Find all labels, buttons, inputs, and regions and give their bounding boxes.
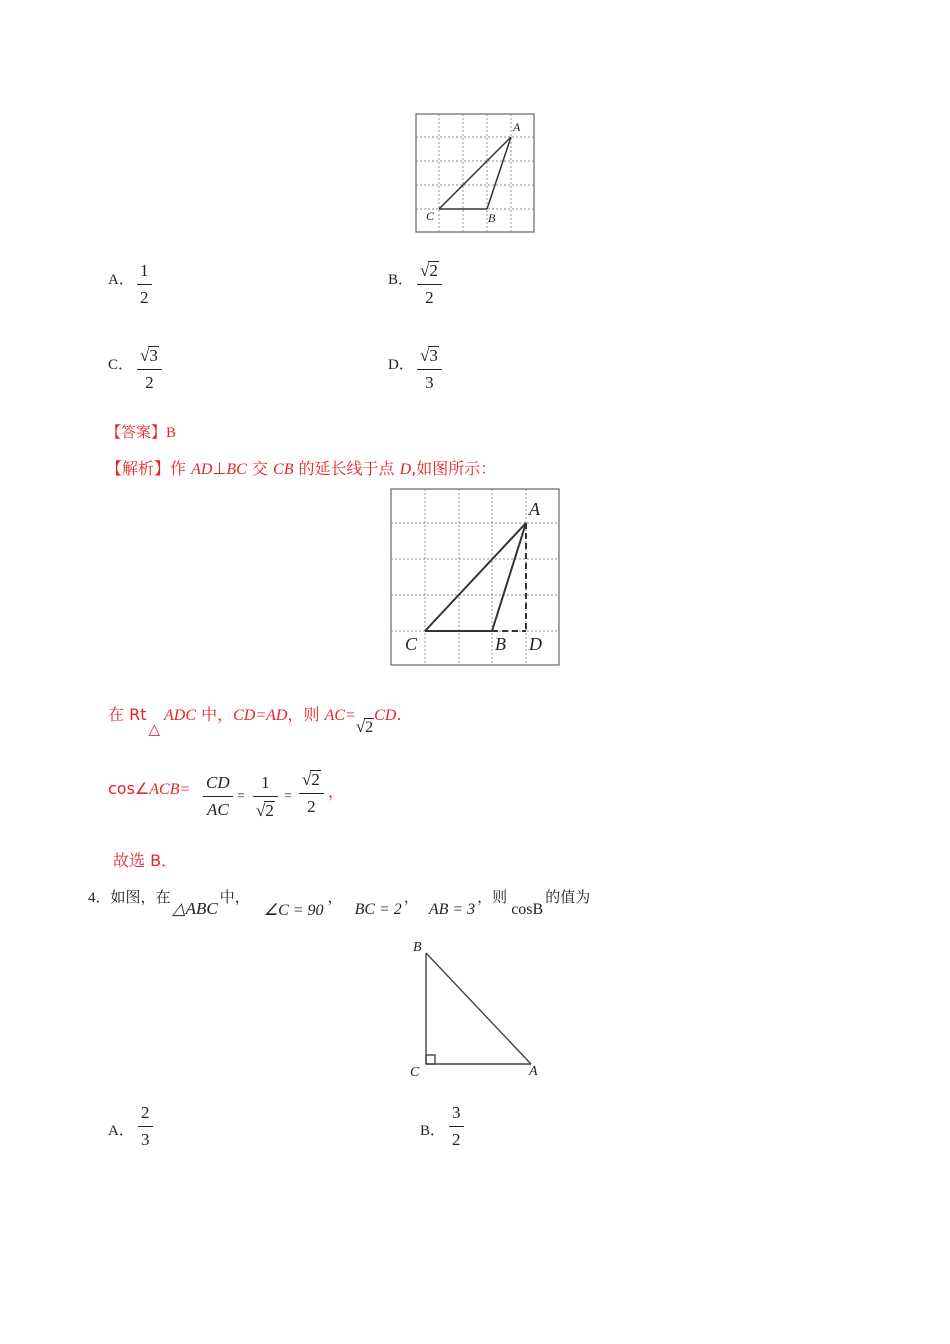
q4-ab: AB = 3 bbox=[428, 901, 476, 918]
q3-conclusion: 故选 B． bbox=[113, 851, 178, 870]
q4-text-4: 的值为 bbox=[545, 888, 591, 906]
q3-step2-angle: ACB= bbox=[149, 781, 191, 798]
q4-option-b-num: 3 bbox=[452, 1103, 461, 1122]
q3-step1-eq-1: CD=AD bbox=[233, 707, 288, 724]
q3-step1-tail: CD bbox=[374, 707, 397, 724]
q3-figure-grid bbox=[414, 112, 538, 236]
q3-fig1-label-b: B bbox=[488, 211, 496, 225]
q3-step1-prefix: 在 Rt bbox=[108, 705, 147, 724]
q4-option-b-fraction bbox=[449, 1104, 464, 1148]
q4-fig-label-a: A bbox=[529, 1064, 538, 1079]
q4-triangle: △ABC bbox=[172, 899, 218, 918]
q3-step2-f3-den: 2 bbox=[307, 797, 316, 816]
q4-text-1: 如图，在 bbox=[110, 888, 171, 906]
q4-bc: BC = 2 bbox=[354, 901, 402, 918]
q3-step2-f3-num: √ 2 bbox=[302, 770, 320, 789]
q3-step2-fraction-1-root2 bbox=[253, 774, 278, 819]
q3-option-c-letter[interactable]: C． bbox=[108, 357, 134, 373]
q4-option-a-den: 3 bbox=[141, 1130, 150, 1149]
q3-option-b-num: √ 2 bbox=[420, 261, 438, 280]
q4-sep-2: ， bbox=[403, 888, 419, 906]
q3-option-b-fraction bbox=[417, 261, 442, 306]
q4-option-b-den: 2 bbox=[452, 1130, 461, 1149]
q3-answer-tag: 【答案】 bbox=[106, 423, 167, 441]
q4-option-a-letter[interactable]: A． bbox=[108, 1123, 134, 1139]
q4-option-b-letter[interactable]: B． bbox=[420, 1123, 446, 1139]
q3-fig2-label-b: B bbox=[495, 634, 506, 654]
q3-option-a-den: 2 bbox=[140, 288, 149, 307]
q3-step1-mid-1: 中， bbox=[196, 705, 234, 724]
q4-option-a-fraction bbox=[138, 1104, 153, 1148]
q3-option-d-num: √ 3 bbox=[420, 346, 438, 365]
q3-step2-f1-den: AC bbox=[206, 800, 229, 819]
q3-step1-triangle-icon: △ bbox=[148, 720, 161, 738]
q4-text-3: ，则 bbox=[477, 888, 508, 906]
q3-step2-f2-num: 1 bbox=[261, 773, 270, 792]
q3-step2-eq-1: = bbox=[237, 789, 245, 804]
q3-step-2-prefix bbox=[108, 779, 190, 799]
q3-step2-eq-2: = bbox=[284, 789, 292, 804]
q3-answer-value: B bbox=[166, 425, 177, 441]
q3-analysis-text-4: ,如图所示： bbox=[411, 459, 497, 478]
q3-answer bbox=[106, 421, 176, 442]
q3-analysis-tag: 【解析】 bbox=[106, 459, 171, 478]
q3-step2-comma: ， bbox=[328, 782, 345, 801]
q4-angle-c: ∠C = 90 bbox=[263, 902, 324, 919]
q3-step2-fraction-root2-2 bbox=[299, 770, 324, 815]
q3-analysis-seg-ad: AD bbox=[191, 461, 213, 478]
q3-option-a-fraction bbox=[137, 262, 152, 306]
q3-step2-f2-den: √ 2 bbox=[256, 801, 274, 820]
q3-step2-f1-num: CD bbox=[206, 773, 230, 792]
q3-step2-cos: cos∠ bbox=[108, 779, 150, 798]
q3-analysis-point-d: D bbox=[399, 461, 412, 478]
q3-step1-eq-2: AC= bbox=[324, 707, 356, 724]
q4-option-a-num: 2 bbox=[141, 1103, 150, 1122]
q3-fig2-label-d: D bbox=[529, 634, 542, 654]
q3-analysis-seg-cb: CB bbox=[273, 461, 294, 478]
q3-fig1-label-a: A bbox=[513, 120, 521, 134]
q4-number: 4． bbox=[88, 890, 111, 906]
q3-option-d-den: 3 bbox=[425, 373, 434, 392]
q3-option-c-fraction bbox=[137, 346, 162, 391]
q4-cosb: cosB bbox=[511, 901, 544, 918]
q3-analysis-perp: ⊥ bbox=[212, 459, 227, 478]
q3-step2-fraction-cd-ac bbox=[203, 774, 233, 818]
q3-step1-triangle-name: ADC bbox=[164, 707, 197, 724]
q3-option-c-num: √ 3 bbox=[140, 346, 158, 365]
q3-analysis-text-2: 交 bbox=[246, 459, 274, 478]
q3-option-a-letter[interactable]: A． bbox=[108, 272, 134, 288]
q3-fig2-label-a: A bbox=[529, 499, 540, 519]
q3-analysis bbox=[106, 456, 496, 479]
q3-option-c-den: 2 bbox=[145, 373, 154, 392]
q3-option-a-num: 1 bbox=[140, 261, 149, 280]
q3-fig1-label-c: C bbox=[426, 209, 435, 223]
q3-analysis-text: 作 bbox=[170, 459, 192, 478]
q3-step-1 bbox=[108, 702, 402, 738]
q3-option-b-den: 2 bbox=[425, 288, 434, 307]
q3-analysis-text-3: 的延长线于点 bbox=[293, 459, 400, 478]
q4-figure-right-triangle bbox=[404, 936, 554, 1082]
q3-step1-period: . bbox=[396, 705, 402, 724]
q4-sep-1: ， bbox=[327, 888, 343, 906]
q3-option-d-letter[interactable]: D． bbox=[388, 357, 414, 373]
q3-step1-root: √ 2 bbox=[355, 717, 374, 736]
q3-step1-mid-2: ，则 bbox=[287, 705, 325, 724]
q3-option-b-letter[interactable]: B． bbox=[388, 272, 414, 288]
q3-option-d-fraction bbox=[417, 346, 442, 391]
q3-fig2-label-c: C bbox=[405, 634, 418, 654]
q3-analysis-seg-bc: BC bbox=[226, 461, 247, 478]
q3-figure-grid-extended bbox=[389, 487, 561, 667]
q4-stem bbox=[88, 886, 591, 919]
q4-fig-label-c: C bbox=[410, 1065, 420, 1080]
q4-text-2: 中， bbox=[219, 888, 250, 906]
q4-fig-label-b: B bbox=[413, 940, 422, 955]
